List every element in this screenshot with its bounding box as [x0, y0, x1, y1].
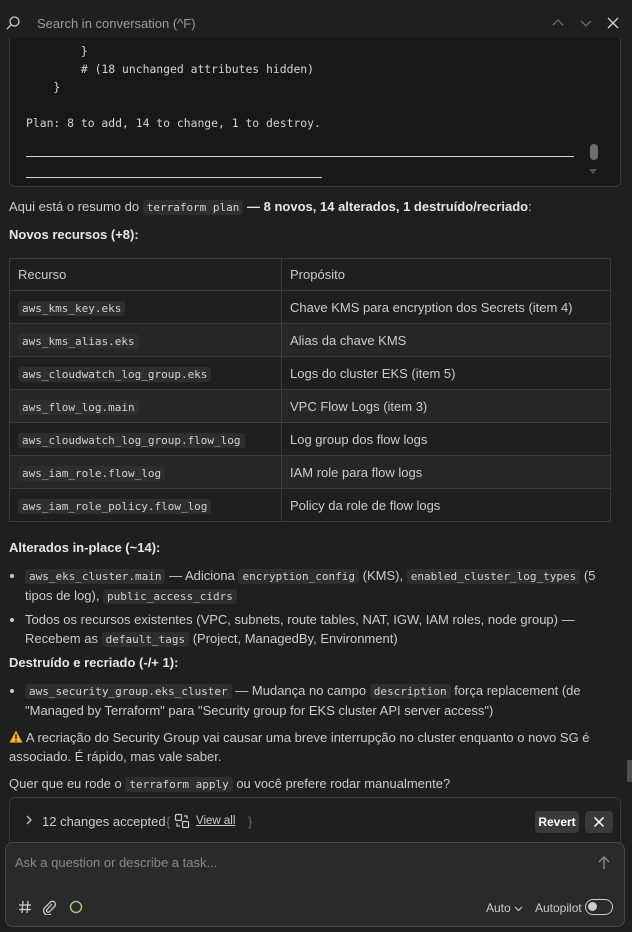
destroyed-heading: Destruído e recriado (-/+ 1):	[9, 655, 179, 670]
close-icon	[585, 811, 613, 833]
warning-text: A recriação do Security Group vai causar uma breve interrupção no cluster enquanto o novo SG é associado. É rápido, mas vale saber.	[9, 730, 590, 764]
code-content: } # (18 unchanged attributes hidden) } Plan: 8 to add, 14 to change, 1 to destroy.	[26, 44, 321, 130]
question-text: Quer que eu rode o terraform apply ou você prefere rodar manualmente?	[9, 776, 451, 791]
destroyed-list	[9, 681, 609, 720]
table-row	[10, 357, 611, 390]
resource-name: aws_iam_role_policy.flow_log	[18, 499, 211, 514]
table-header: Recurso	[10, 259, 282, 291]
revert-button[interactable]: Revert	[535, 811, 579, 833]
resources-table	[9, 258, 611, 522]
resource-name: aws_cloudwatch_log_group.flow_log	[18, 433, 245, 448]
resource-purpose: VPC Flow Logs (item 3)	[282, 390, 611, 423]
chevron-down-icon[interactable]	[579, 16, 593, 30]
brace-left: {	[166, 814, 171, 829]
code-scrollbar[interactable]	[590, 144, 598, 160]
brace-right: }	[248, 814, 253, 829]
scroll-down-arrow-icon[interactable]	[589, 169, 597, 174]
table-row	[10, 324, 611, 357]
table-row	[10, 423, 611, 456]
summary-text: Aqui está o resumo do terraform plan — 8 novos, 14 alterados, 1 destruído/recriado:	[9, 199, 532, 214]
resource-name: aws_cloudwatch_log_group.eks	[18, 367, 211, 382]
list-item: aws_security_group.eks_cluster — Mudança no campo description força replacement (de "Managed by Terraform" para "Security group for EKS cluster API server access")	[9, 681, 609, 720]
resource-purpose: Chave KMS para encryption dos Secrets (item 4)	[282, 291, 611, 324]
search-input[interactable]: Search in conversation (^F)	[37, 16, 196, 31]
chat-input-box	[5, 842, 625, 927]
code-block	[9, 38, 621, 187]
dismiss-changes-button[interactable]	[585, 811, 613, 833]
resource-purpose: IAM role para flow logs	[282, 456, 611, 489]
table-row	[10, 291, 611, 324]
resource-name: aws_flow_log.main	[18, 400, 139, 415]
new-resources-heading: Novos recursos (+8):	[9, 227, 139, 242]
table-row	[10, 390, 611, 423]
paperclip-icon[interactable]	[41, 899, 57, 915]
table-row	[10, 489, 611, 522]
chat-input[interactable]: Ask a question or describe a task...	[15, 855, 218, 870]
chevron-down-icon	[514, 905, 523, 912]
toggle-knob	[588, 902, 597, 911]
list-item: aws_eks_cluster.main — Adiciona encryption_config (KMS), enabled_cluster_log_types (5 tipos de log), public_access_cidrs	[9, 566, 609, 606]
changed-heading: Alterados in-place (~14):	[9, 540, 161, 555]
hash-icon[interactable]	[17, 899, 33, 915]
autopilot-toggle[interactable]	[585, 899, 613, 915]
send-arrow-icon[interactable]	[596, 855, 612, 871]
list-item: Todos os recursos existentes (VPC, subnets, route tables, NAT, IGW, IAM roles, node group) — Recebem as default_tags (Project, ManagedBy, Environment)	[9, 610, 609, 649]
diff-icon	[174, 813, 190, 829]
resource-purpose: Log group dos flow logs	[282, 423, 611, 456]
table-header: Propósito	[282, 259, 611, 291]
resource-name: aws_iam_role.flow_log	[18, 466, 165, 481]
code-rule	[26, 177, 322, 178]
code-rule	[26, 156, 574, 157]
panel-scrollbar[interactable]	[627, 760, 632, 782]
resource-name: aws_kms_key.eks	[18, 301, 125, 316]
chevron-up-icon[interactable]	[551, 16, 565, 30]
close-icon[interactable]	[606, 16, 620, 30]
inline-code: terraform plan	[143, 200, 244, 215]
resource-name: aws_kms_alias.eks	[18, 334, 139, 349]
changes-accepted-bar	[9, 797, 621, 843]
table-header-row	[10, 259, 611, 291]
view-all-link[interactable]: View all	[196, 815, 236, 827]
warning-icon	[9, 730, 23, 743]
autopilot-label: Autopilot	[535, 901, 582, 915]
search-icon[interactable]	[6, 16, 20, 30]
table-row	[10, 456, 611, 489]
resource-purpose: Policy da role de flow logs	[282, 489, 611, 522]
circle-status-icon[interactable]	[68, 899, 84, 915]
mode-selector[interactable]: Auto	[486, 901, 523, 915]
changes-label[interactable]: 12 changes accepted	[42, 814, 166, 829]
resource-purpose: Logs do cluster EKS (item 5)	[282, 357, 611, 390]
resource-purpose: Alias da chave KMS	[282, 324, 611, 357]
chevron-right-icon[interactable]	[24, 815, 34, 825]
changed-list	[9, 566, 609, 649]
